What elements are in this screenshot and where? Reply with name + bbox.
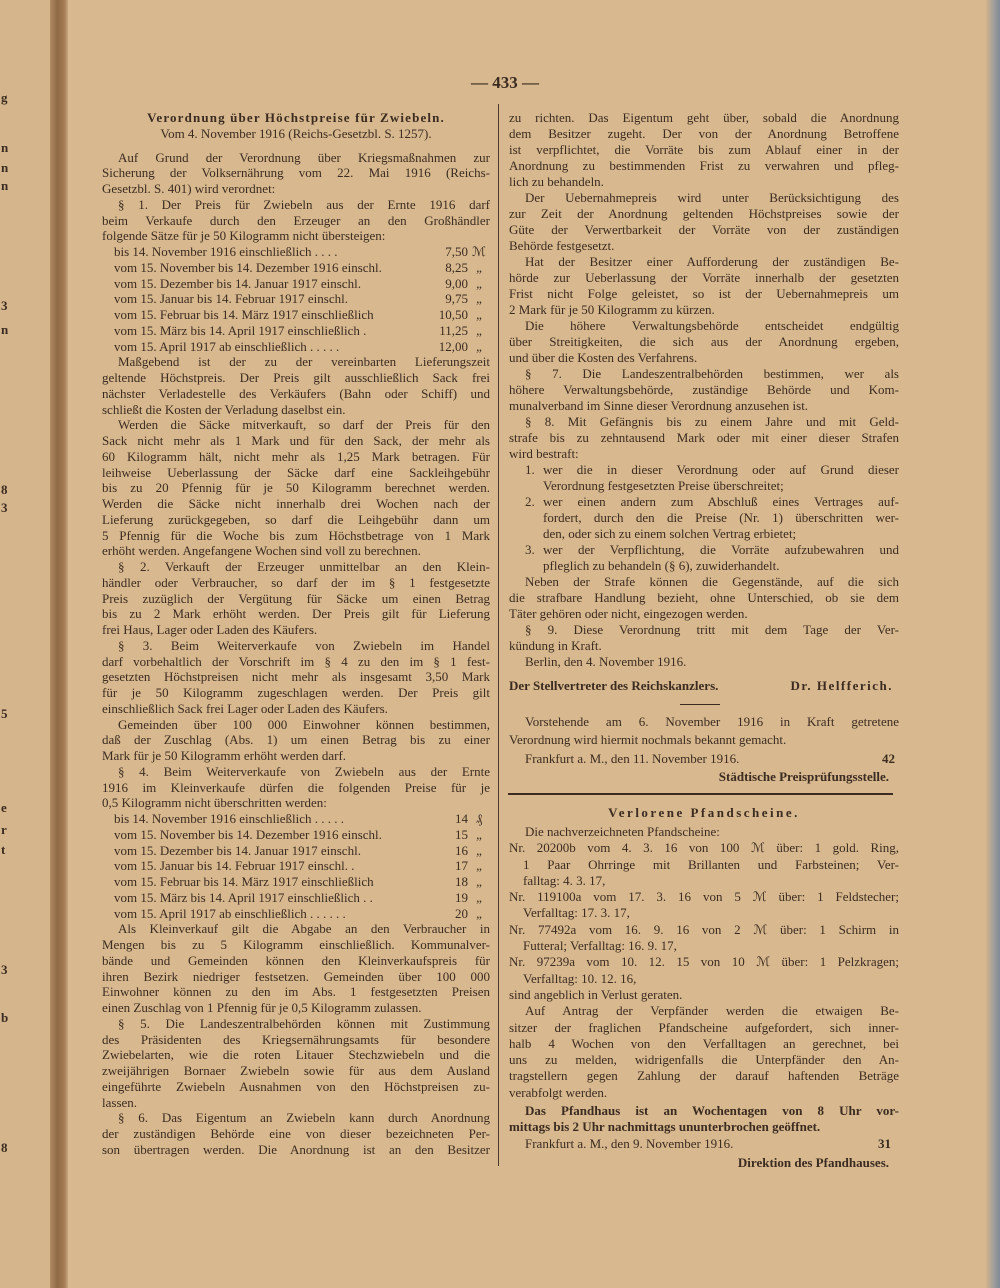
- text-line: dem Besitzer zugeht. Der von der Anordnung Betroffene: [509, 126, 899, 141]
- price-unit: „: [476, 842, 482, 858]
- text-line: Nr. 20200b vom 4. 3. 16 von 100 ℳ über: 1 gold. Ring,: [509, 840, 899, 856]
- paragraph: [102, 921, 490, 1016]
- text-line: Verordnung festgesetzten Preise überschreitet;: [543, 478, 784, 493]
- text-line: mittags bis 2 Uhr nachmittags ununterbrochen geöffnet.: [509, 1119, 821, 1135]
- text-line: Nr. 77492a vom 16. 9. 16 von 2 ℳ über: 1 Schirm in: [509, 921, 899, 937]
- text-line: § 6. Das Eigentum an Zwiebeln kann durch Anordnung: [118, 1110, 490, 1126]
- pawn-dateline: [509, 1136, 899, 1152]
- margin-fragment: e: [1, 800, 7, 815]
- text-line: verabfolgt werden.: [509, 1084, 608, 1100]
- margin-fragment: 3: [1, 500, 8, 515]
- pawn-ticket-entry: [509, 889, 899, 922]
- margin-fragment: r: [1, 822, 7, 837]
- price-unit: „: [476, 338, 482, 354]
- text-line: Futteral; Verfalltag: 16. 9. 17,: [523, 938, 677, 954]
- item-text: wer der Verpflichtung, die Vorräte aufzubewahren und: [543, 542, 899, 557]
- text-line: erhöht werden. Angefangene Wochen sind voll zu berechnen.: [102, 543, 421, 559]
- text-line: § 5. Die Landeszentralbehörden können mit Zustimmung: [118, 1015, 490, 1031]
- margin-fragment: n: [1, 160, 9, 175]
- price-row: [102, 276, 490, 292]
- publication-notice: [509, 713, 899, 786]
- text-line: uns zu melden, widrigenfalls die Unterpfänder den An-: [509, 1052, 899, 1068]
- item-text: wer die in dieser Verordnung oder auf Grund dieser: [543, 462, 899, 477]
- price-value: 12,00: [438, 338, 468, 354]
- dateline-text: Frankfurt a. M., den 11. November 1916.: [525, 750, 740, 766]
- dateline-text: Frankfurt a. M., den 9. November 1916.: [525, 1135, 734, 1151]
- price-row: [102, 291, 490, 307]
- text-line: Werden die Säcke nicht innerhalb drei Wochen nach der: [102, 496, 490, 511]
- text-line: strafe bis zu zehntausend Mark oder mit einer dieser Strafen: [509, 430, 899, 445]
- paragraph: [509, 414, 899, 462]
- price-unit: „: [476, 826, 482, 842]
- text-line: bis zu 2 Mark erhöht werden. Der Preis gilt für Lieferung: [102, 606, 490, 622]
- lost-statement: sind angeblich in Verlust geraten.: [509, 986, 683, 1002]
- pawn-section-title: Verlorene Pfandscheine.: [608, 805, 800, 820]
- text-line: des Präsidenten des Kriegsernährungsamts für besondere: [102, 1031, 490, 1047]
- paragraph: [509, 622, 899, 654]
- text-line: Nr. 97239a vom 10. 12. 15 von 10 ℳ über: 1 Pelzkragen;: [509, 954, 899, 970]
- price-row: [102, 827, 490, 843]
- pawn-intro: Die nachverzeichneten Pfandscheine:: [525, 824, 720, 839]
- paragraph: [102, 150, 490, 197]
- margin-fragment: n: [1, 322, 9, 337]
- paragraph: [102, 717, 490, 764]
- ordinance-continuation: [509, 110, 899, 694]
- text-line: § 8. Mit Gefängnis bis zu einem Jahre und mit Geld-: [525, 414, 899, 429]
- pawn-ticket-entry: [509, 840, 899, 889]
- text-line: Die höhere Verwaltungsbehörde entscheidet endgültig: [525, 318, 899, 333]
- text-line: Auf Antrag der Verpfänder werden die etwaigen Be-: [525, 1003, 899, 1019]
- binding-fold: [50, 0, 68, 1288]
- price-row: [102, 307, 490, 323]
- text-line: Mengen bis zu 5 Kilogramm einschließlich. Kommunalver-: [102, 937, 490, 952]
- price-value: 18: [455, 874, 468, 889]
- price-row: [102, 843, 490, 859]
- margin-fragment: t: [1, 842, 6, 857]
- price-unit: ₰: [475, 811, 483, 826]
- text-line: für je 50 Kilogramm zugeschlagen werden. Der Preis gilt: [102, 685, 490, 700]
- text-line: schließt die Kosten der Verladung daselbst ein.: [102, 401, 346, 417]
- text-line: Als Kleinverkauf gilt die Abgabe an den Verbraucher in: [118, 921, 490, 937]
- signature-line: [509, 678, 899, 694]
- text-line: Sack nicht mehr als 1 Mark und für den Sack, der mehr als: [102, 433, 490, 448]
- paragraph: [509, 366, 899, 414]
- margin-fragment: b: [1, 1010, 9, 1025]
- paragraph: [509, 574, 899, 622]
- item-number: 1.: [525, 462, 535, 477]
- text-line: 1916 im Kleinverkaufe dürfen die folgenden Preise für je: [102, 779, 490, 795]
- notice-number: 42: [882, 750, 895, 766]
- ordinance-title: Verordnung über Höchstpreise für Zwiebeln.: [147, 110, 445, 125]
- text-line: pfleglich zu behandeln (§ 6), zuwiderhandelt.: [543, 558, 780, 573]
- text-line: 60 Kilogramm hält, nicht mehr als 1,25 Mark betragen. Für: [102, 448, 490, 464]
- text-line: Verfalltag: 17. 3. 17,: [523, 905, 630, 921]
- text-line: einschließlich Sack frei Lager oder Laden des Käufers.: [102, 700, 388, 716]
- text-line: Das Pfandhaus ist an Wochentagen von 8 Uhr vor-: [525, 1103, 899, 1119]
- paragraph: [509, 1003, 899, 1101]
- text-line: ihren Bezirk niedriger festsetzen. Gemeinden über 100 000: [102, 968, 490, 984]
- pawn-ticket-entry: [509, 922, 899, 955]
- text-line: Lieferung zurückgegeben, so darf die Leihgebühr dann um: [102, 511, 490, 527]
- text-line: Täter gehören oder nicht, eingezogen werden.: [509, 606, 748, 621]
- text-line: sitzer der fraglichen Pfandscheine aufgefordert, sich inner-: [509, 1019, 899, 1035]
- text-line: ist verpflichtet, die Vorräte bis zum Ablauf einer in der: [509, 142, 899, 157]
- price-table: [102, 811, 490, 921]
- price-period: vom 15. Dezember bis 14. Januar 1917 einschl.: [114, 842, 361, 858]
- text-line: und über die Kosten des Verfahrens.: [509, 350, 698, 365]
- price-unit: „: [476, 322, 482, 338]
- text-line: die strafbare Handlung bezieht, ohne Unterschied, ob sie dem: [509, 590, 899, 605]
- paragraph: [102, 638, 490, 717]
- text-line: zu richten. Das Eigentum geht über, sobald die Anordnung: [509, 110, 899, 125]
- notice-authority: Städtische Preisprüfungsstelle.: [718, 768, 889, 784]
- text-line: händler oder Verbraucher, so darf der im § 1 festgesetzte: [102, 574, 490, 590]
- text-line: Einwohner können zu den im Abs. 1 festgesetzten Preisen: [102, 984, 490, 1000]
- text-line: beim Verkaufe durch den Erzeuger an den Großhändler: [102, 212, 490, 228]
- paragraph: [509, 1103, 899, 1136]
- price-row: [102, 260, 490, 276]
- price-period: vom 15. Dezember bis 14. Januar 1917 einschl.: [114, 275, 361, 291]
- text-line: zweijährigen Bornaer Zwiebeln sowie für aus dem Ausland: [102, 1063, 490, 1078]
- text-line: Anordnung zu bestimmenden Frist zu verwahren und pfleg-: [509, 158, 899, 173]
- text-line: § 9. Diese Verordnung tritt mit dem Tage der Ver-: [525, 622, 899, 637]
- text-line: folgende Sätze für je 50 Kilogramm nicht übersteigen:: [102, 228, 386, 244]
- margin-fragment: n: [1, 140, 9, 155]
- text-line: lich zu behandeln.: [509, 174, 604, 189]
- price-period: vom 15. Februar bis 14. März 1917 einschließlich: [114, 874, 374, 889]
- notice-line: Vorstehende am 6. November 1916 in Kraft getretene: [525, 714, 899, 729]
- price-unit: „: [476, 275, 482, 291]
- text-line: bände und Gemeinden können den Kleinverkaufspreis für: [102, 952, 490, 968]
- column-divider: [498, 104, 499, 1166]
- margin-fragment: g: [1, 90, 8, 105]
- price-value: 8,25: [445, 259, 468, 275]
- paragraph: [509, 254, 899, 318]
- notice-line: Verordnung wird hiermit nochmals bekannt gemacht.: [509, 732, 787, 748]
- pawn-hours-paragraph: [509, 1103, 899, 1136]
- margin-fragment: 3: [1, 962, 8, 977]
- price-value: 19: [455, 889, 468, 905]
- paragraph: [102, 764, 490, 811]
- ordinance-body: [102, 150, 490, 1158]
- short-divider: [680, 704, 720, 705]
- text-line: Neben der Strafe können die Gegenstände, auf die sich: [525, 574, 899, 589]
- price-period: bis 14. November 1916 einschließlich . . . . .: [114, 811, 344, 826]
- text-line: lassen.: [102, 1094, 138, 1110]
- paragraph: [102, 1110, 490, 1157]
- item-number: 2.: [525, 494, 535, 509]
- price-unit: „: [476, 259, 482, 275]
- text-line: [509, 542, 899, 558]
- text-line: tragstellern gegen Zahlung der darauf haftenden Beträge: [509, 1068, 899, 1084]
- price-row: [102, 811, 490, 827]
- price-unit: „: [476, 858, 482, 874]
- text-line: 0,5 Kilogramm nicht überschritten werden:: [102, 795, 327, 811]
- price-value: 9,00: [445, 275, 468, 291]
- price-unit: „: [476, 291, 482, 307]
- price-row: [102, 906, 490, 922]
- text-line: Berlin, den 4. November 1916.: [525, 654, 687, 669]
- price-period: vom 15. Januar bis 14. Februar 1917 einschl. .: [114, 858, 355, 874]
- price-row: [102, 874, 490, 890]
- paragraph: [102, 417, 490, 559]
- price-unit: „: [476, 889, 482, 905]
- text-line: frei Haus, Lager oder Laden des Käufers.: [102, 622, 318, 637]
- price-row: [102, 858, 490, 874]
- text-line: 1 Paar Ohrringe mit Brillanten und Farbsteinen; Ver-: [523, 856, 899, 872]
- margin-fragment: 8: [1, 482, 8, 497]
- margin-fragment: 5: [1, 706, 8, 721]
- left-column: [102, 110, 490, 1158]
- price-period: vom 15. April 1917 ab einschließlich . . . . .: [114, 338, 340, 354]
- page-edge: [986, 0, 1000, 1288]
- text-line: zur Zeit der Anordnung geltenden Höchstpreises sowie der: [509, 206, 899, 221]
- text-line: leihweise Ueberlassung der Säcke darf eine Sackleihgebühr: [102, 464, 490, 480]
- text-line: § 1. Der Preis für Zwiebeln aus der Ernte 1916 darf: [118, 196, 490, 212]
- text-line: § 3. Beim Weiterverkaufe von Zwiebeln im Handel: [118, 637, 490, 653]
- text-line: gesetzten Höchstpreisen nicht mehr als insgesamt 3,50 Mark: [102, 669, 490, 685]
- text-line: § 7. Die Landeszentralbehörden bestimmen, wer als: [525, 366, 899, 381]
- text-line: Mark für je 50 Kilogramm erhöht werden darf.: [102, 748, 347, 763]
- text-line: § 4. Beim Weiterverkaufe von Zwiebeln aus der Ernte: [118, 763, 490, 779]
- text-line: kündung in Kraft.: [509, 638, 602, 653]
- margin-fragment: 3: [1, 298, 8, 313]
- text-line: den, oder sich zu einem solchen Vertrag erbietet;: [543, 526, 797, 541]
- price-value: 10,50: [438, 307, 468, 322]
- notice-dateline: [509, 750, 899, 768]
- price-period: vom 15. November bis 14. Dezember 1916 einschl.: [114, 259, 382, 275]
- margin-fragment: n: [1, 178, 9, 193]
- text-line: [509, 462, 899, 478]
- text-line: daß der Zuschlag (Abs. 1) um einen Betrag bis zu einer: [102, 732, 490, 748]
- pawn-authority: Direktion des Pfandhauses.: [737, 1154, 889, 1170]
- price-value: 14: [455, 811, 468, 826]
- signatory-name: Dr. Helfferich.: [790, 678, 893, 693]
- pawn-number: 31: [878, 1135, 891, 1151]
- text-line: nächster Verladestelle des Verkäufers (Bahn oder Schiff) und: [102, 385, 490, 401]
- price-row: [102, 890, 490, 906]
- price-row: [102, 339, 490, 355]
- item-text: wer einen andern zum Abschluß eines Vertrages auf-: [543, 494, 899, 509]
- text-line: darf vorbehaltlich der Vorschrift im § 4 zu den im § 1 fest-: [102, 653, 490, 669]
- text-line: hörde zur Ueberlassung der Vorräte innerhalb der gesetzten: [509, 270, 899, 285]
- price-value: 17: [455, 858, 468, 874]
- text-line: eingeführte Zwiebeln Ausnahmen von den Höchstpreisen zu-: [102, 1078, 490, 1094]
- price-period: vom 15. März bis 14. April 1917 einschließlich .: [114, 322, 367, 338]
- text-line: höhere Verwaltungsbehörde, zuständige Behörde und Kom-: [509, 382, 899, 397]
- text-line: Behörde festgesetzt.: [509, 238, 615, 253]
- ordinance-subtitle: Vom 4. November 1916 (Reichs-Gesetzbl. S. 1257).: [160, 125, 432, 141]
- price-unit: „: [476, 905, 482, 921]
- text-line: 5 Pfennig für die Woche bis zum Höchstbetrage von 1 Mark: [102, 527, 490, 543]
- margin-fragment: 8: [1, 1140, 8, 1155]
- penalty-list-item: [509, 494, 899, 542]
- text-line: Preis zuzüglich der Vergütung für Säcke um einen Betrag: [102, 590, 490, 606]
- text-line: Maßgebend ist der zu der vereinbarten Lieferungszeit: [118, 354, 490, 370]
- ordinance-body-continued: [509, 110, 899, 670]
- price-value: 20: [455, 905, 468, 921]
- text-line: falltag: 4. 3. 17,: [523, 872, 606, 888]
- price-value: 9,75: [445, 291, 468, 307]
- paragraph: [509, 318, 899, 366]
- price-value: 16: [455, 842, 468, 858]
- price-period: vom 15. November bis 14. Dezember 1916 einschl.: [114, 826, 382, 842]
- section-divider: [508, 793, 893, 795]
- text-line: halb 4 Wochen von den Verfalltagen an gerechnet, bei: [509, 1035, 899, 1051]
- penalty-list-item: [509, 542, 899, 574]
- text-line: Hat der Besitzer einer Aufforderung der zuständigen Be-: [525, 254, 899, 269]
- text-line: Der Uebernahmepreis wird unter Berücksichtigung des: [525, 190, 899, 205]
- text-line: son übertragen werden. Die Anordnung ist an den Besitzer: [102, 1141, 490, 1157]
- price-row: [102, 323, 490, 339]
- price-value: 7,50: [445, 244, 468, 259]
- pawn-request-paragraph: [509, 1003, 899, 1101]
- text-line: § 2. Verkauft der Erzeuger unmittelbar an den Klein-: [118, 559, 490, 574]
- paragraph: [509, 190, 899, 254]
- text-line: Güte der Verwertbarkeit der Vorräte von der zuständigen: [509, 222, 899, 237]
- text-line: munalverband im Sinne dieser Verordnung anzusehen ist.: [509, 398, 809, 413]
- price-table: [102, 244, 490, 354]
- price-value: 11,25: [439, 322, 468, 338]
- text-line: fordert, durch den die Preise (Nr. 1) überschritten wer-: [543, 510, 899, 525]
- penalty-list-item: [509, 462, 899, 494]
- paragraph: [102, 1016, 490, 1111]
- pawn-ticket-entry: [509, 954, 899, 987]
- text-line: Gesetzbl. S. 401) wird verordnet:: [102, 181, 276, 196]
- price-period: vom 15. Januar bis 14. Februar 1917 einschl.: [114, 291, 348, 307]
- text-line: der zuständigen Behörde eine von dieser bezeichneten Per-: [102, 1126, 490, 1141]
- paragraph: [509, 654, 899, 670]
- price-value: 15: [455, 826, 468, 842]
- price-period: vom 15. Februar bis 14. März 1917 einschließlich: [114, 307, 374, 322]
- text-line: Verfalltag: 10. 12. 16,: [523, 970, 637, 986]
- text-line: Sicherung der Volksernährung vom 22. Mai 1916 (Reichs-: [102, 165, 490, 181]
- text-line: wird bestraft:: [509, 446, 579, 461]
- price-period: bis 14. November 1916 einschließlich . . . .: [114, 244, 338, 259]
- text-line: geltende Höchstpreis. Der Preis gilt ausschließlich Sack frei: [102, 370, 490, 385]
- text-line: [509, 494, 899, 510]
- price-row: [102, 244, 490, 260]
- text-line: Auf Grund der Verordnung über Kriegsmaßnahmen zur: [118, 149, 490, 165]
- text-line: Zwiebelarten, wie die roten Litauer Stechzwiebeln und die: [102, 1047, 490, 1063]
- price-period: vom 15. April 1917 ab einschließlich . . . . . .: [114, 905, 346, 921]
- pawn-ticket-list: [509, 840, 899, 987]
- text-line: über Streitigkeiten, die sich aus der Anordnung ergeben,: [509, 334, 899, 349]
- signatory-title: Der Stellvertreter des Reichskanzlers.: [509, 678, 719, 693]
- paragraph: [509, 110, 899, 190]
- text-line: Nr. 119100a vom 17. 3. 16 von 5 ℳ über: 1 Feldstecher;: [509, 889, 899, 905]
- text-line: Frist nicht Folge geleistet, so ist der Uebernahmepreis um: [509, 286, 899, 301]
- text-line: Gemeinden über 100 000 Einwohner können bestimmen,: [118, 716, 490, 732]
- page-number: — 433 —: [471, 73, 539, 92]
- text-line: einen Zuschlag von 1 Pfennig für je 0,5 Kilogramm zulassen.: [102, 1000, 422, 1015]
- price-period: vom 15. März bis 14. April 1917 einschließlich . .: [114, 889, 373, 905]
- text-line: bis zu 20 Pfennig für je 50 Kilogramm berechnet werden.: [102, 480, 490, 496]
- price-unit: „: [476, 307, 482, 322]
- paragraph: [102, 197, 490, 244]
- price-unit: ℳ: [472, 244, 486, 259]
- paragraph: [102, 354, 490, 417]
- text-line: Werden die Säcke mitverkauft, so darf der Preis für den: [118, 417, 490, 433]
- price-unit: „: [476, 874, 482, 889]
- text-line: 2 Mark für je 50 Kilogramm zu kürzen.: [509, 302, 715, 317]
- paragraph: [102, 559, 490, 638]
- item-number: 3.: [525, 542, 535, 557]
- lost-pawn-tickets-section: [509, 802, 899, 1171]
